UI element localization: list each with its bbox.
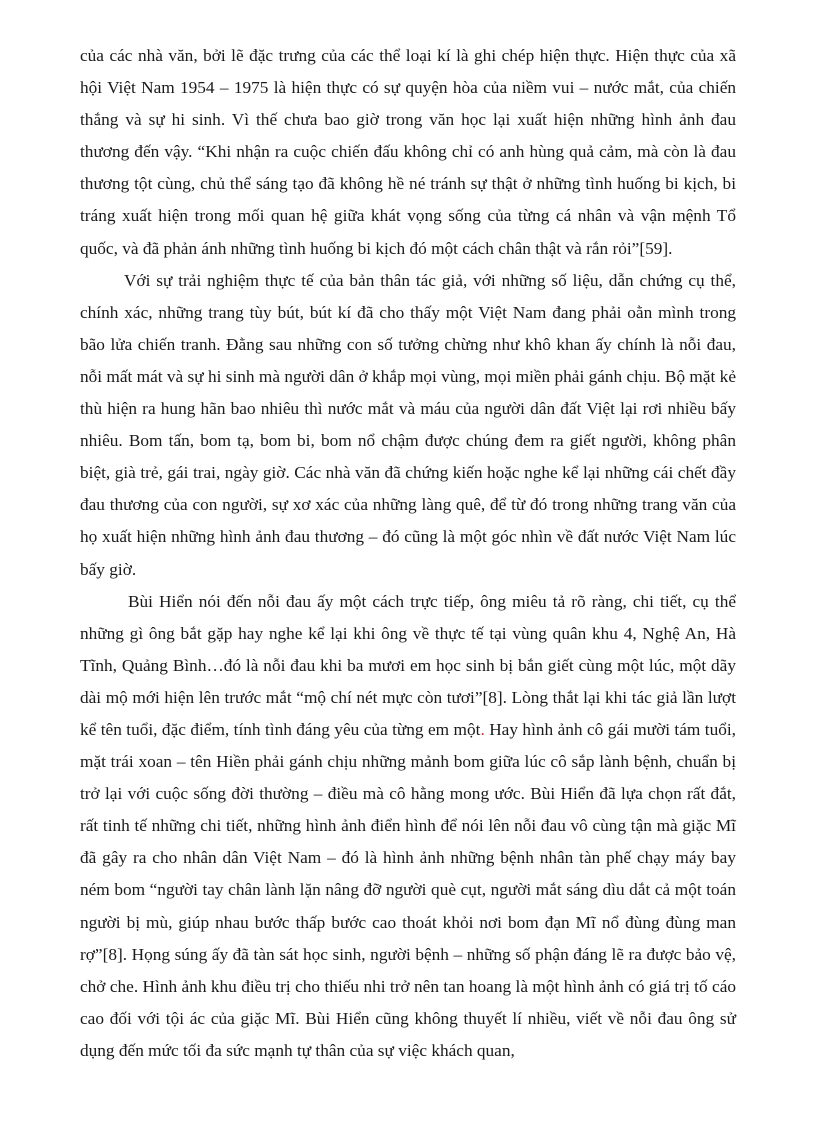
- paragraph-2: Với sự trải nghiệm thực tế của bản thân tác giả, với những số liệu, dẫn chứng cụ thể, chính xác, những trang tùy bút, bút kí đã cho thấy một Việt Nam đang phải oằn mình trong bão lửa chiến tranh. Đằng sau những con số tưởng chừng như khô khan ấy chính là nỗi đau, nỗi mất mát và sự hi sinh mà người dân ở khắp mọi vùng, mọi miền phải gánh chịu. Bộ mặt kẻ thù hiện ra hung hãn bao nhiêu thì nước mắt và máu của người dân đất Việt lại rơi nhiều bấy nhiêu. Bom tấn, bom tạ, bom bi, bom nổ chậm được chúng đem ra giết người, không phân biệt, già trẻ, gái trai, ngày giờ. Các nhà văn đã chứng kiến hoặc nghe kể lại những cái chết đầy đau thương của con người, sự xơ xác của những làng quê, để từ đó trong những trang văn của họ xuất hiện những hình ảnh đau thương – đó cũng là một góc nhìn về đất nước Việt Nam lúc bấy giờ.: [80, 270, 736, 579]
- paragraph-3-part-b: Hay hình ảnh cô gái mười tám tuổi, mặt trái xoan – tên Hiền phải gánh chịu những mảnh bom giữa lúc cô sắp lành bệnh, chuẩn bị trở lại với cuộc sống đời thường – điều mà cô hằng mong ước. Bùi Hiển đã lựa chọn rất đắt, rất tinh tế những chi tiết, những hình ảnh điển hình để nói lên nỗi đau vô cùng tận mà giặc Mĩ đã gây ra cho nhân dân Việt Nam – đó là hình ảnh những bệnh nhân tàn phế chạy máy bay ném bom “người tay chân lành lặn nâng đỡ người què cụt, người mắt sáng dìu dắt cả một toán người bị mù, giúp nhau bước thấp bước cao thoát khỏi nơi bom đạn Mĩ nổ đùng đùng man rợ”[8]. Họng súng ấy đã tàn sát học sinh, người bệnh – những số phận đáng lẽ ra được bảo vệ, chở che. Hình ảnh khu điều trị cho thiếu nhi trở nên tan hoang là một hình ảnh có giá trị tố cáo cao đối với tội ác của giặc Mĩ. Bùi Hiển cũng không thuyết lí nhiều, viết về nỗi đau ông sử dụng đến mức tối đa sức mạnh tự thân của sự việc khách quan,: [80, 719, 736, 1060]
- highlighted-period: .: [480, 719, 485, 739]
- paragraph-1: của các nhà văn, bởi lẽ đặc trưng của các thể loại kí là ghi chép hiện thực. Hiện thực của xã hội Việt Nam 1954 – 1975 là hiện thực có sự quyện hòa của niềm vui – nước mắt, của chiến thắng và sự hi sinh. Vì thế chưa bao giờ trong văn học lại xuất hiện những hình ảnh đau thương đến vậy. “Khi nhận ra cuộc chiến đấu không chỉ có anh hùng quả cảm, mà còn là đau thương tột cùng, chủ thể sáng tạo đã không hề né tránh sự thật ở những tình huống bi kịch, bi tráng xuất hiện trong mối quan hệ giữa khát vọng sống của từng cá nhân và vận mệnh Tổ quốc, và đã phản ánh những tình huống bi kịch đó một cách chân thật và rắn rỏi”[59].: [80, 46, 736, 258]
- paragraph-3: [80, 586, 736, 1067]
- paragraph-3-part-a: Bùi Hiển nói đến nỗi đau ấy một cách trực tiếp, ông miêu tả rõ ràng, chi tiết, cụ thể những gì ông bắt gặp hay nghe kể lại khi ông về thực tế tại vùng quân khu 4, Nghệ An, Hà Tĩnh, Quảng Bình…đó là nỗi đau khi ba mươi em học sinh bị bắn giết cùng một lúc, một dãy dài mộ mới hiện lên trước mắt “mộ chí nét mực còn tươi”[8]. Lòng thắt lại khi tác giả lần lượt kể tên tuổi, đặc điểm, tính tình đáng yêu của từng em một: [80, 591, 736, 739]
